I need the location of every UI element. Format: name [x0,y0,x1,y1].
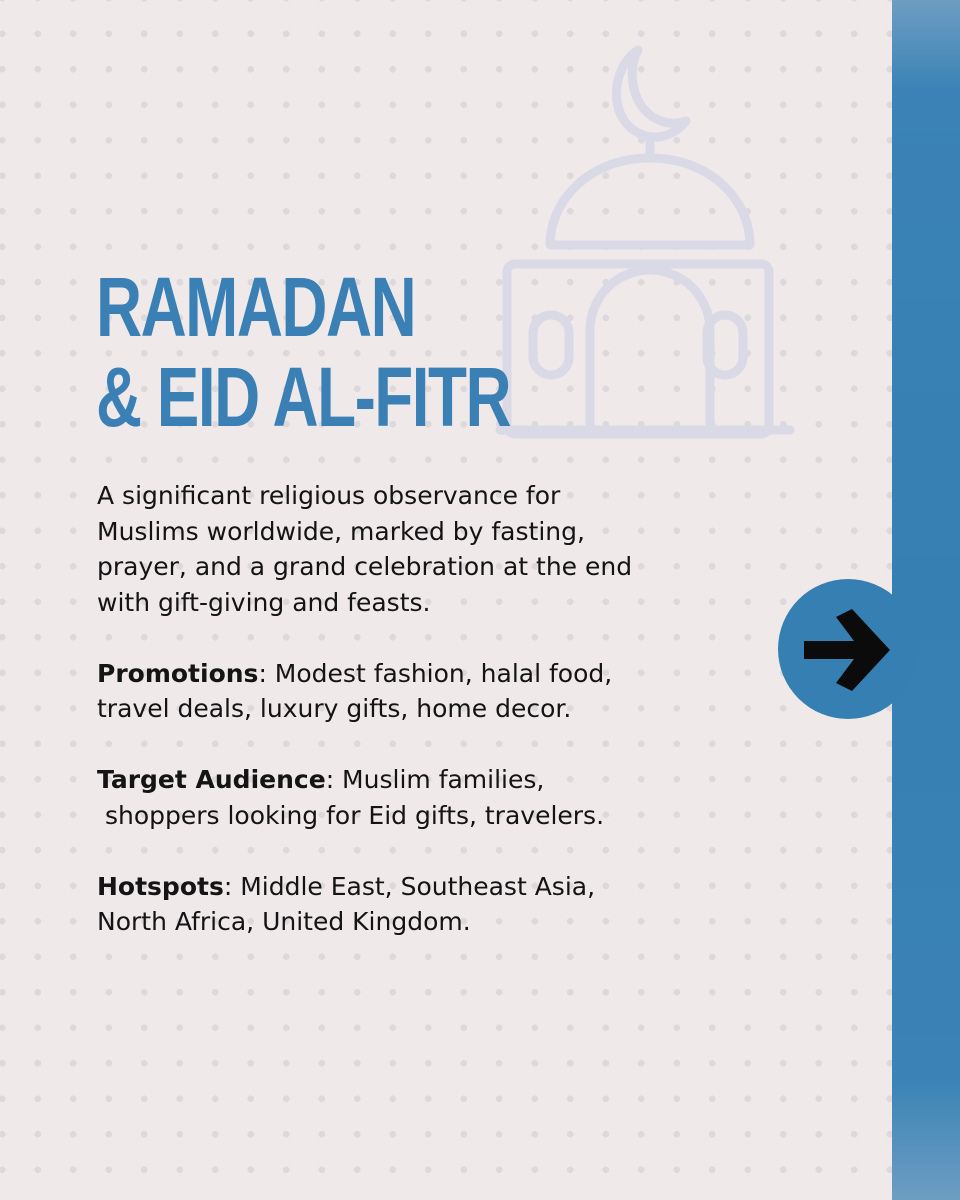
target-audience-paragraph [97,762,777,833]
promotions-paragraph [97,656,777,727]
title-line-1: RAMADAN [96,260,416,354]
hotspots-label: Hotspots [97,871,224,901]
mosque-icon [495,30,805,450]
hotspots-line-1 [97,869,777,905]
title-line-2: & EID AL-FITR [96,350,511,444]
target-audience-text-1: : Muslim families, [325,765,545,794]
promotions-label: Promotions [97,658,259,688]
arrow-right-icon [800,609,896,691]
page-title [96,262,510,442]
content-body [97,478,777,975]
next-slide-button[interactable] [778,579,918,719]
hotspots-text-1: : Middle East, Southeast Asia, [223,871,596,901]
hotspots-paragraph [97,869,777,940]
target-audience-line-1 [97,762,777,798]
description-paragraph [97,478,777,620]
side-accent-band [892,0,960,1200]
hotspots-line-2: North Africa, United Kingdom. [97,907,471,936]
promotions-line-1 [97,656,777,692]
description-line-1: A significant religious observance for [97,481,561,510]
description-line-2: Muslims worldwide, marked by fasting, [97,516,585,546]
target-audience-label: Target Audience [97,765,326,794]
description-line-4: with gift-giving and feasts. [97,587,431,617]
target-audience-line-2: shoppers looking for Eid gifts, travelers. [97,800,605,830]
promotions-line-2: travel deals, luxury gifts, home decor. [97,694,572,723]
promotions-text-1: : Modest fashion, halal food, [258,658,613,688]
description-line-3: prayer, and a grand celebration at the end [97,552,633,581]
